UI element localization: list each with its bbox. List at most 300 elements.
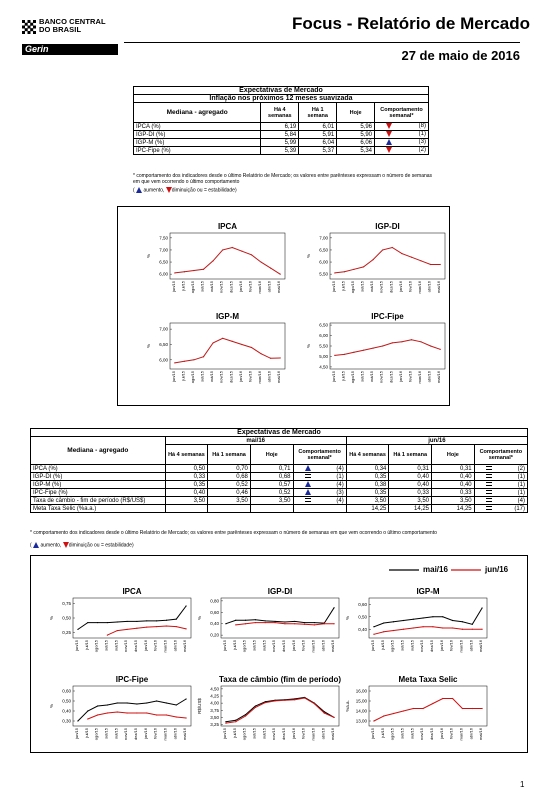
- data-point: [235, 721, 236, 722]
- row-label: IPC-Fipe (%): [134, 147, 261, 155]
- t2a-col-today: Hoje: [250, 445, 293, 465]
- y-tick-label: 7,50: [159, 235, 168, 241]
- y-tick-label: 6,00: [319, 259, 328, 265]
- value-b-0: 0,38: [346, 481, 389, 489]
- value-4w: 6,19: [261, 123, 299, 131]
- x-tick-label: abr/16: [172, 728, 178, 740]
- equal-icon: [486, 498, 492, 502]
- chart-igp-di: [306, 222, 445, 293]
- x-tick-label: ago/15: [189, 281, 195, 294]
- value-b-1: 3,50: [389, 497, 432, 505]
- table-row: [134, 139, 429, 147]
- data-point: [383, 622, 384, 623]
- x-tick-label: fev/16: [247, 371, 253, 382]
- bank-name-line1: BANCO CENTRAL: [39, 17, 106, 26]
- table-row: [134, 123, 429, 131]
- trend-b: [474, 465, 504, 473]
- x-tick-label: mai/16: [276, 371, 282, 384]
- chart-igp-di: [197, 587, 339, 652]
- table-row: [31, 505, 528, 513]
- count-b: (1): [504, 473, 527, 481]
- data-point: [97, 622, 98, 623]
- y-tick-label: 0,40: [62, 708, 71, 714]
- value-4w: 5,84: [261, 131, 299, 139]
- data-point: [136, 621, 137, 622]
- behavior-cell: [375, 131, 429, 139]
- data-point: [225, 723, 226, 724]
- data-point: [401, 253, 402, 254]
- x-tick-label: out/15: [113, 728, 119, 740]
- row-label: IGP-M (%): [31, 481, 166, 489]
- data-point: [136, 628, 137, 629]
- data-point: [373, 626, 374, 627]
- col-4w: Há 4 semanas: [261, 103, 299, 123]
- data-point: [136, 712, 137, 713]
- x-tick-label: set/15: [399, 640, 405, 651]
- x-tick-label: jan/16: [142, 728, 148, 739]
- data-point: [481, 629, 482, 630]
- data-point: [274, 621, 275, 622]
- y-tick-label: 0,40: [358, 626, 367, 632]
- data-point: [430, 345, 431, 346]
- x-tick-label: ago/15: [349, 371, 355, 384]
- value-a-1: 0,52: [208, 481, 251, 489]
- value-a-0: 0,35: [165, 481, 208, 489]
- y-tick-label: 4,00: [210, 700, 219, 706]
- series-line-0: [226, 608, 334, 624]
- y-axis-label: %: [306, 253, 311, 259]
- data-point: [442, 698, 443, 699]
- data-point: [126, 621, 127, 622]
- equal-icon: [305, 474, 311, 478]
- table-row: [31, 465, 528, 473]
- x-tick-label: set/15: [251, 640, 257, 651]
- t2b-col-1w: Há 1 semana: [389, 445, 432, 465]
- x-tick-label: ago/15: [241, 728, 247, 741]
- x-tick-label: nov/15: [123, 728, 129, 741]
- data-point: [472, 708, 473, 709]
- data-point: [413, 619, 414, 620]
- data-point: [97, 714, 98, 715]
- data-point: [294, 699, 295, 700]
- data-point: [87, 622, 88, 623]
- y-tick-label: 0,60: [210, 609, 219, 615]
- monthly-charts-panel: [30, 555, 528, 753]
- data-point: [403, 710, 404, 711]
- data-point: [440, 264, 441, 265]
- plot-frame: [221, 598, 339, 638]
- up-triangle-icon: [305, 465, 311, 471]
- data-point: [280, 274, 281, 275]
- data-point: [235, 720, 236, 721]
- data-point: [373, 347, 374, 348]
- data-point: [185, 698, 186, 699]
- data-point: [117, 621, 118, 622]
- data-point: [184, 271, 185, 272]
- data-point: [294, 621, 295, 622]
- week-count: (2): [418, 147, 426, 154]
- data-point: [185, 717, 186, 718]
- x-tick-label: set/15: [399, 728, 405, 739]
- data-point: [413, 708, 414, 709]
- down-triangle-icon: [386, 131, 392, 137]
- inflation-12m-table: [133, 86, 429, 155]
- x-tick-label: mar/16: [162, 640, 168, 653]
- x-tick-label: jul/15: [379, 728, 385, 738]
- data-point: [314, 622, 315, 623]
- data-point: [255, 619, 256, 620]
- data-point: [383, 631, 384, 632]
- trend-b: [474, 481, 504, 489]
- data-point: [304, 622, 305, 623]
- y-axis-label: R$/US$: [197, 698, 202, 714]
- data-point: [166, 702, 167, 703]
- table2-legend: ( aumento, diminuição ou = estabilidade): [30, 542, 134, 549]
- value-a-2: [250, 505, 293, 513]
- legend-label-b: jun/16: [485, 565, 509, 574]
- data-point: [452, 627, 453, 628]
- x-tick-label: mai/16: [436, 281, 442, 294]
- week-count: (3): [418, 139, 426, 146]
- y-tick-label: 5,00: [319, 353, 328, 359]
- monthly-expectations-table: [30, 428, 528, 513]
- x-tick-label: out/15: [409, 728, 415, 740]
- trend-b: [474, 505, 504, 513]
- data-point: [442, 616, 443, 617]
- x-tick-label: jan/16: [397, 371, 403, 382]
- series-line-0: [335, 340, 440, 356]
- x-tick-label: ago/15: [389, 728, 395, 741]
- x-tick-label: fev/16: [300, 640, 306, 651]
- y-axis-label: %: [146, 253, 151, 259]
- data-point: [373, 634, 374, 635]
- y-tick-label: 6,00: [159, 271, 168, 277]
- down-triangle-icon: [386, 123, 392, 129]
- data-point: [193, 270, 194, 271]
- trend-b: [474, 497, 504, 505]
- plot-frame: [73, 686, 191, 726]
- data-point: [373, 720, 374, 721]
- bank-name-line2: DO BRASIL: [39, 25, 82, 34]
- x-tick-label: abr/16: [426, 371, 432, 383]
- data-point: [146, 620, 147, 621]
- x-tick-label: jan/16: [438, 728, 444, 739]
- x-tick-label: dez/15: [228, 281, 234, 294]
- x-tick-label: out/15: [261, 640, 267, 652]
- table2-title: Expectativas de Mercado: [31, 429, 528, 437]
- x-tick-label: nov/15: [271, 728, 277, 741]
- count-b: (1): [504, 489, 527, 497]
- x-tick-label: fev/16: [407, 281, 413, 292]
- value-a-1: 0,70: [208, 465, 251, 473]
- y-tick-label: 6,50: [319, 322, 328, 328]
- report-title: Focus - Relatório de Mercado: [291, 14, 530, 33]
- data-point: [166, 714, 167, 715]
- data-point: [176, 704, 177, 705]
- data-point: [245, 715, 246, 716]
- x-tick-label: nov/15: [419, 728, 425, 741]
- x-tick-label: set/15: [199, 371, 205, 382]
- x-tick-label: dez/15: [132, 640, 138, 653]
- equal-icon: [486, 490, 492, 494]
- value-a-2: 3,50: [250, 497, 293, 505]
- table1-title: Expectativas de Mercado: [134, 87, 429, 95]
- table-row: [134, 147, 429, 155]
- x-tick-label: set/15: [359, 371, 365, 382]
- x-tick-label: fev/16: [247, 281, 253, 292]
- value-a-2: 0,71: [250, 465, 293, 473]
- x-tick-label: abr/16: [468, 728, 474, 740]
- data-point: [176, 716, 177, 717]
- series-line-0: [175, 338, 280, 363]
- trend-a: [293, 505, 323, 513]
- y-axis-label: %a.a.: [345, 700, 350, 712]
- y-tick-label: 4,50: [210, 686, 219, 692]
- data-point: [413, 627, 414, 628]
- x-tick-label: dez/15: [280, 640, 286, 653]
- department-badge: Gerin: [22, 44, 118, 55]
- data-point: [107, 635, 108, 636]
- chart-title: IPC-Fipe: [115, 675, 149, 684]
- y-axis-label: %: [306, 343, 311, 349]
- data-point: [260, 261, 261, 262]
- data-point: [432, 626, 433, 627]
- plot-frame: [170, 233, 285, 279]
- data-point: [107, 704, 108, 705]
- equal-icon: [305, 498, 311, 502]
- count-b: (1): [504, 481, 527, 489]
- trend-a: [293, 489, 323, 497]
- data-point: [294, 623, 295, 624]
- x-tick-label: abr/16: [468, 640, 474, 652]
- data-point: [136, 703, 137, 704]
- x-tick-label: abr/16: [266, 371, 272, 383]
- y-tick-label: 0,75: [62, 601, 71, 607]
- value-b-2: 0,31: [432, 465, 475, 473]
- x-tick-label: out/15: [209, 281, 215, 293]
- value-b-0: 0,34: [346, 465, 389, 473]
- data-point: [333, 717, 334, 718]
- plot-frame: [330, 323, 445, 369]
- data-point: [403, 629, 404, 630]
- value-today: 5,34: [337, 147, 375, 155]
- x-tick-label: mai/16: [478, 640, 484, 653]
- x-tick-label: abr/16: [320, 728, 326, 740]
- chart-title: IGP-M: [215, 312, 240, 321]
- data-point: [284, 700, 285, 701]
- t2a-col-4w: Há 4 semanas: [165, 445, 208, 465]
- x-tick-label: set/15: [359, 281, 365, 292]
- chart-taxa-de-c-mbio-fim-de-per-odo-: [197, 675, 341, 740]
- x-tick-label: fev/16: [300, 728, 306, 739]
- x-tick-label: jan/16: [397, 281, 403, 292]
- row-label: IGP-DI (%): [31, 473, 166, 481]
- data-point: [77, 629, 78, 630]
- data-point: [353, 352, 354, 353]
- x-tick-label: dez/15: [428, 640, 434, 653]
- value-a-1: 3,50: [208, 497, 251, 505]
- down-triangle-icon: [386, 147, 392, 153]
- x-tick-label: fev/16: [448, 640, 454, 651]
- x-tick-label: jul/15: [340, 281, 346, 291]
- x-tick-label: fev/16: [448, 728, 454, 739]
- x-tick-label: jun/15: [170, 371, 176, 382]
- x-tick-label: jun/15: [221, 640, 227, 651]
- x-tick-label: ago/15: [349, 281, 355, 294]
- table-row: [31, 473, 528, 481]
- chart-title: IGP-DI: [267, 587, 293, 596]
- x-tick-label: ago/15: [93, 728, 99, 741]
- x-tick-label: mai/16: [330, 640, 336, 653]
- value-b-2: 14,25: [432, 505, 475, 513]
- value-b-0: 14,25: [346, 505, 389, 513]
- data-point: [146, 712, 147, 713]
- monthly-charts-svg: [31, 556, 529, 754]
- chart-ipc-fipe: [49, 675, 191, 740]
- data-point: [225, 721, 226, 722]
- y-axis-label: %: [197, 615, 202, 621]
- count-b: (17): [504, 505, 527, 513]
- x-tick-label: mar/16: [257, 281, 263, 294]
- x-tick-label: set/15: [251, 728, 257, 739]
- data-point: [314, 624, 315, 625]
- y-tick-label: 14,00: [355, 708, 367, 714]
- row-label: IGP-M (%): [134, 139, 261, 147]
- equal-icon: [486, 474, 492, 478]
- plot-frame: [170, 323, 285, 369]
- t2-period-b: jun/16: [346, 437, 527, 445]
- data-point: [481, 708, 482, 709]
- table1-legend: ( aumento, diminuição ou = estabilidade): [133, 187, 237, 194]
- value-4w: 5,39: [261, 147, 299, 155]
- data-point: [235, 624, 236, 625]
- data-point: [222, 249, 223, 250]
- chart-title: IGP-M: [416, 587, 440, 596]
- x-tick-label: fev/16: [152, 728, 158, 739]
- data-point: [284, 621, 285, 622]
- row-label: IPC-Fipe (%): [31, 489, 166, 497]
- x-tick-label: out/15: [369, 371, 375, 383]
- x-tick-label: dez/15: [428, 728, 434, 741]
- y-tick-label: 6,50: [159, 259, 168, 265]
- data-point: [203, 356, 204, 357]
- value-b-2: 0,40: [432, 473, 475, 481]
- data-point: [107, 712, 108, 713]
- data-point: [232, 247, 233, 248]
- x-tick-label: jun/15: [330, 281, 336, 292]
- data-point: [174, 272, 175, 273]
- data-point: [280, 357, 281, 358]
- x-tick-label: jul/15: [231, 728, 237, 738]
- x-tick-label: out/15: [113, 640, 119, 652]
- x-tick-label: fev/16: [407, 371, 413, 382]
- chart-legend: [389, 565, 509, 574]
- plot-frame: [73, 598, 191, 638]
- trend-b: [474, 489, 504, 497]
- value-a-0: 0,33: [165, 473, 208, 481]
- behavior-cell: [375, 123, 429, 131]
- series-line-0: [335, 248, 440, 273]
- y-tick-label: 4,50: [319, 364, 328, 370]
- y-tick-label: 0,50: [62, 698, 71, 704]
- data-point: [146, 702, 147, 703]
- x-tick-label: ago/15: [389, 640, 395, 653]
- data-point: [383, 715, 384, 716]
- x-tick-label: mai/16: [436, 371, 442, 384]
- y-axis-label: %: [49, 703, 54, 709]
- data-point: [393, 713, 394, 714]
- chart-title: Meta Taxa Selic: [398, 675, 458, 684]
- data-point: [373, 259, 374, 260]
- x-tick-label: mar/16: [417, 371, 423, 384]
- value-b-2: 3,50: [432, 497, 475, 505]
- value-b-1: 0,40: [389, 473, 432, 481]
- x-tick-label: nov/15: [218, 281, 224, 294]
- x-tick-label: abr/16: [426, 281, 432, 293]
- data-point: [324, 713, 325, 714]
- data-point: [353, 269, 354, 270]
- x-tick-label: out/15: [409, 640, 415, 652]
- y-axis-label: %: [345, 615, 350, 621]
- x-tick-label: mai/16: [478, 728, 484, 741]
- t2b-col-today: Hoje: [432, 445, 475, 465]
- data-point: [284, 623, 285, 624]
- up-triangle-icon: [305, 489, 311, 495]
- x-tick-label: mai/16: [330, 728, 336, 741]
- data-point: [225, 623, 226, 624]
- data-point: [274, 622, 275, 623]
- data-point: [97, 705, 98, 706]
- value-today: 6,06: [337, 139, 375, 147]
- data-point: [472, 624, 473, 625]
- x-tick-label: jan/16: [438, 640, 444, 651]
- data-point: [363, 350, 364, 351]
- y-axis-label: %: [146, 343, 151, 349]
- behavior-cell: [375, 147, 429, 155]
- data-point: [185, 628, 186, 629]
- y-tick-label: 0,60: [62, 688, 71, 694]
- trend-a: [293, 465, 323, 473]
- data-point: [156, 714, 157, 715]
- data-point: [333, 607, 334, 608]
- value-a-2: 0,52: [250, 489, 293, 497]
- x-tick-label: jun/15: [369, 728, 375, 739]
- x-tick-label: jul/15: [340, 371, 346, 381]
- data-point: [174, 362, 175, 363]
- series-line-1: [374, 627, 482, 635]
- series-line-0: [374, 608, 482, 627]
- trend-a: [293, 481, 323, 489]
- data-point: [422, 708, 423, 709]
- data-point: [334, 355, 335, 356]
- x-tick-label: jun/15: [170, 281, 176, 292]
- x-tick-label: jan/16: [237, 371, 243, 382]
- table-row: [31, 489, 528, 497]
- equal-icon: [486, 482, 492, 486]
- chart-title: IPCA: [122, 587, 142, 596]
- value-a-0: [165, 505, 208, 513]
- row-label: IPCA (%): [134, 123, 261, 131]
- y-tick-label: 0,40: [210, 621, 219, 627]
- y-tick-label: 3,25: [210, 722, 219, 728]
- up-triangle-icon: [386, 139, 392, 145]
- value-b-1: 0,33: [389, 489, 432, 497]
- chart-ipca: [146, 222, 285, 293]
- series-line-1: [226, 698, 334, 723]
- value-4w: 5,99: [261, 139, 299, 147]
- data-point: [77, 720, 78, 721]
- x-tick-label: abr/16: [266, 281, 272, 293]
